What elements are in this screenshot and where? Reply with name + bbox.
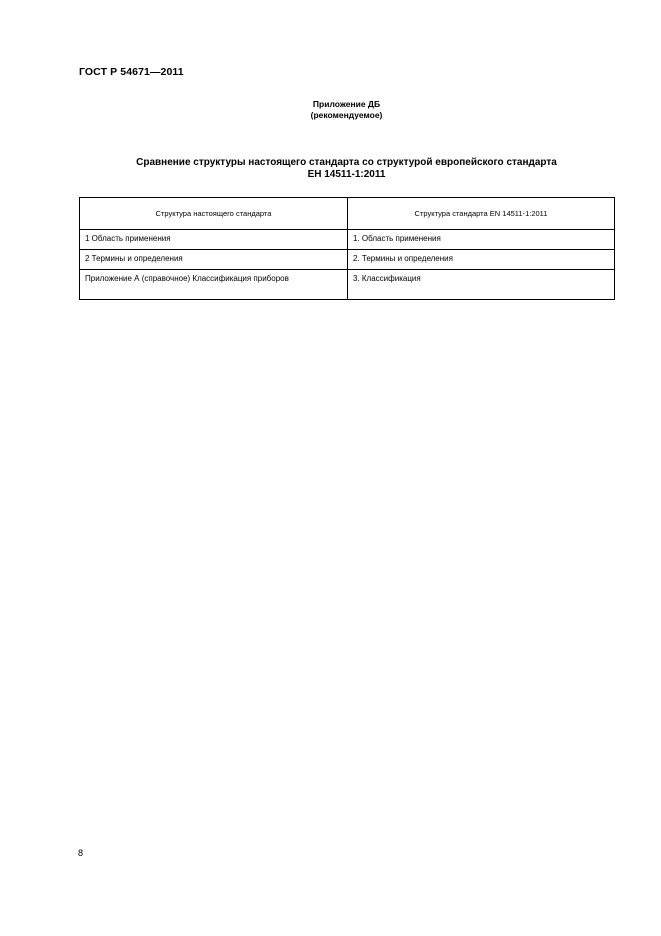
document-standard-id: ГОСТ Р 54671—2011 bbox=[79, 66, 184, 78]
table-row bbox=[80, 250, 615, 270]
table-row bbox=[80, 270, 615, 300]
table-header-row bbox=[80, 198, 615, 230]
structure-comparison-table bbox=[79, 197, 615, 300]
document-title-line-2: ЕН 14511-1:2011 bbox=[307, 169, 386, 180]
column-header-this-standard: Структура настоящего стандарта bbox=[80, 198, 348, 230]
document-title-line-1: Сравнение структуры настоящего стандарта со структурой европейского стандарта bbox=[136, 157, 557, 168]
table-cell-en-standard: 3. Классификация bbox=[348, 270, 615, 300]
table-cell-en-standard: 1. Область применения bbox=[348, 230, 615, 250]
column-header-en-standard: Структура стандарта EN 14511-1:2011 bbox=[348, 198, 615, 230]
table-cell-this-standard: 2 Термины и определения bbox=[80, 250, 348, 270]
table-cell-this-standard: Приложение А (справочное) Классификация приборов bbox=[80, 270, 348, 300]
annex-heading bbox=[0, 99, 661, 121]
table-row bbox=[80, 230, 615, 250]
annex-name: Приложение ДБ bbox=[312, 99, 381, 109]
document-title bbox=[79, 157, 614, 181]
table-cell-this-standard: 1 Область применения bbox=[80, 230, 348, 250]
table-cell-en-standard: 2. Термины и определения bbox=[348, 250, 615, 270]
page-number: 8 bbox=[78, 848, 84, 858]
annex-status: (рекомендуемое) bbox=[310, 110, 383, 120]
